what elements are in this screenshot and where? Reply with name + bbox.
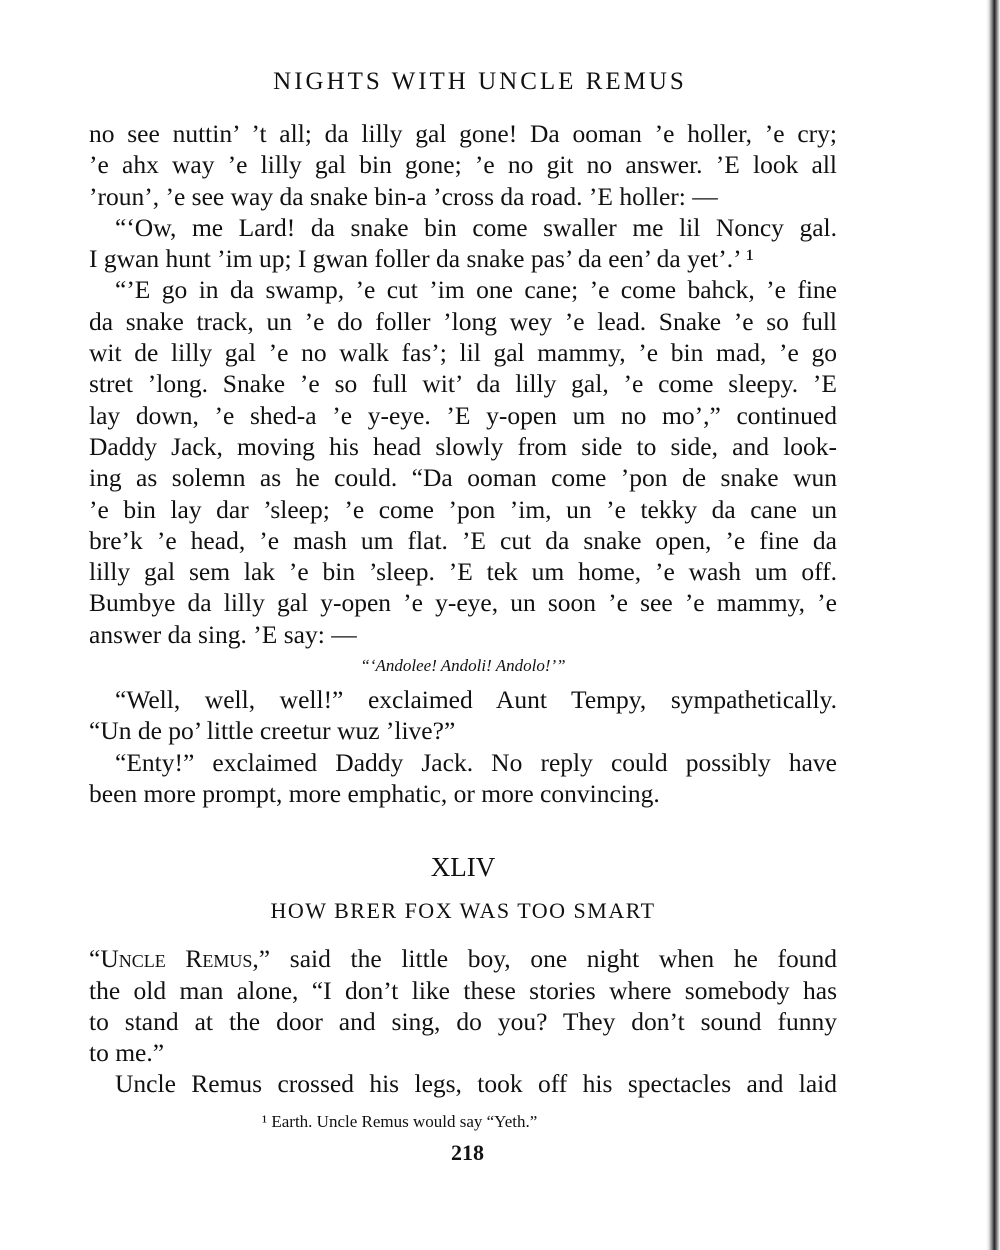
text-line: bre’k ’e head, ’e mash um flat. ’E cut da snake open, ’e fine da — [89, 525, 837, 555]
open-quote: “ — [89, 944, 101, 974]
text-line: “Un de po’ little creetur wuz ’live?” — [89, 716, 456, 746]
song-line: “‘Andolee! Andoli! Andolo!’” — [360, 656, 566, 676]
paragraph-4 — [89, 684, 837, 747]
body-text — [89, 118, 837, 1100]
text-line — [89, 943, 837, 974]
text-line: “Well, well, well!” exclaimed Aunt Tempy, sympathetically. — [115, 685, 837, 715]
page-spine-edge — [986, 0, 1000, 1250]
text-line: ing as solemn as he could. “Da ooman come ’pon de snake wun — [89, 463, 837, 493]
text-line: answer da sing. ’E say: — — [89, 619, 357, 649]
text-line: “’E go in da swamp, ’e cut ’im one cane; ’e come bahck, ’e fine — [115, 275, 837, 305]
text-line: ’e bin lay dar ’sleep; ’e come ’pon ’im, un ’e tekky da cane un — [89, 494, 837, 524]
text-line: ’e ahx way ’e lilly gal bin gone; ’e no git no answer. ’E look all — [89, 150, 837, 180]
chapter-title: HOW BRER FOX WAS TOO SMART — [270, 898, 656, 924]
text-line: Daddy Jack, moving his head slowly from side to side, and look- — [89, 431, 837, 461]
paragraph-3 — [89, 274, 837, 650]
page-number: 218 — [451, 1140, 484, 1165]
chapter-number: XLIV — [430, 852, 496, 883]
text-line: ’roun’, ’e see way da snake bin-a ’cross da road. ’E holler: — — [89, 181, 718, 211]
running-head: NIGHTS WITH UNCLE REMUS — [273, 68, 687, 95]
text-line: to me.” — [89, 1038, 165, 1068]
text-line: stret ’long. Snake ’e so full wit’ da lilly gal, ’e come sleepy. ’E — [89, 369, 837, 399]
text-line: been more prompt, more emphatic, or more convincing. — [89, 778, 660, 808]
text-line: lilly gal sem lak ’e bin ’sleep. ’E tek um home, ’e wash um off. — [89, 557, 837, 587]
text-line: to stand at the door and sing, do you? They don’t sound funny — [89, 1006, 837, 1036]
line-rest: ,” said the little boy, one night when he found — [252, 944, 837, 974]
text-line: Bumbye da lilly gal y-open ’e y-eye, un soon ’e see ’e mammy, ’e — [89, 588, 837, 618]
small-caps-name: Uncle Remus — [100, 944, 253, 974]
text-line: no see nuttin’ ’t all; da lilly gal gone! Da ooman ’e holler, ’e cry; — [89, 119, 837, 148]
chapter-paragraph-2 — [89, 1068, 837, 1099]
paragraph-5 — [89, 747, 837, 810]
text-line: “Enty!” exclaimed Daddy Jack. No reply could possibly have — [115, 747, 837, 777]
text-line: Uncle Remus crossed his legs, took off his spectacles and laid — [115, 1069, 837, 1099]
footnote: ¹ Earth. Uncle Remus would say “Yeth.” — [262, 1112, 538, 1131]
chapter-paragraph-1 — [89, 943, 837, 1068]
text-line: lay down, ’e shed-a ’e y-eye. ’E y-open um no mo’,” continued — [89, 400, 837, 430]
text-line: wit de lilly gal ’e no walk fas’; lil gal mammy, ’e bin mad, ’e go — [89, 338, 837, 368]
text-line: the old man alone, “I don’t like these stories where somebody has — [89, 975, 837, 1005]
paragraph-1 — [89, 118, 837, 212]
text-line: “‘Ow, me Lard! da snake bin come swaller me lil Noncy gal. — [115, 212, 837, 242]
paragraph-2 — [89, 212, 837, 275]
text-line: I gwan hunt ’im up; I gwan foller da snake pas’ da een’ da yet’.’ ¹ — [89, 244, 754, 274]
text-line: da snake track, un ’e do foller ’long wey ’e lead. Snake ’e so full — [89, 306, 837, 336]
